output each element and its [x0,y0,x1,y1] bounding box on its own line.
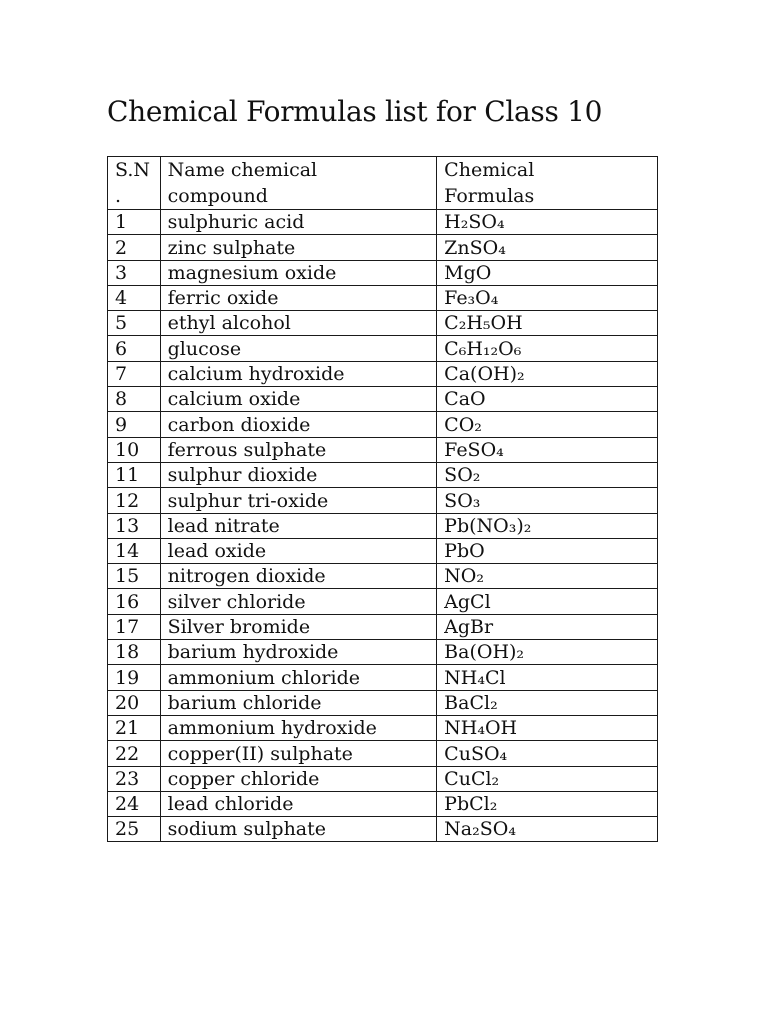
formula-cell: NH₄Cl [437,665,658,690]
compound-name-cell: lead chloride [160,791,437,816]
header-compound-name: Name chemical compound [160,157,437,210]
serial-number-cell: 25 [108,817,161,842]
table-row [108,715,658,740]
serial-number-cell: 5 [108,311,161,336]
formula-cell: Fe₃O₄ [437,285,658,310]
compound-name-cell: sulphur tri-oxide [160,488,437,513]
formula-cell: FeSO₄ [437,437,658,462]
compound-name-cell: sulphuric acid [160,210,437,235]
compound-name-cell: sulphur dioxide [160,462,437,487]
table-row [108,766,658,791]
table-row [108,690,658,715]
serial-number-cell: 10 [108,437,161,462]
serial-number-cell: 14 [108,538,161,563]
table-row [108,640,658,665]
compound-name-cell: lead nitrate [160,513,437,538]
table-row [108,614,658,639]
compound-name-cell: barium hydroxide [160,640,437,665]
formula-cell: Ba(OH)₂ [437,640,658,665]
serial-number-cell: 2 [108,235,161,260]
compound-name-cell: sodium sulphate [160,817,437,842]
table-row [108,513,658,538]
compound-name-cell: Silver bromide [160,614,437,639]
compound-name-cell: calcium oxide [160,387,437,412]
table-row [108,285,658,310]
formula-cell: Na₂SO₄ [437,817,658,842]
serial-number-cell: 15 [108,564,161,589]
formula-cell: C₆H₁₂O₆ [437,336,658,361]
table-header-row [108,157,658,210]
formula-cell: H₂SO₄ [437,210,658,235]
compound-name-cell: lead oxide [160,538,437,563]
compound-name-cell: copper(II) sulphate [160,741,437,766]
formula-cell: NH₄OH [437,715,658,740]
formula-cell: CaO [437,387,658,412]
formula-cell: PbO [437,538,658,563]
compound-name-cell: calcium hydroxide [160,361,437,386]
serial-number-cell: 24 [108,791,161,816]
table-row [108,387,658,412]
serial-number-cell: 1 [108,210,161,235]
table-row [108,538,658,563]
formula-cell: C₂H₅OH [437,311,658,336]
formula-cell: AgBr [437,614,658,639]
compound-name-cell: carbon dioxide [160,412,437,437]
serial-number-cell: 4 [108,285,161,310]
formula-cell: Ca(OH)₂ [437,361,658,386]
formula-cell: CuSO₄ [437,741,658,766]
serial-number-cell: 21 [108,715,161,740]
header-serial-number: S.N . [108,157,161,210]
compound-name-cell: nitrogen dioxide [160,564,437,589]
table-row [108,361,658,386]
serial-number-cell: 9 [108,412,161,437]
serial-number-cell: 20 [108,690,161,715]
table-row [108,437,658,462]
serial-number-cell: 19 [108,665,161,690]
compound-name-cell: glucose [160,336,437,361]
formula-cell: SO₃ [437,488,658,513]
table-row [108,817,658,842]
serial-number-cell: 22 [108,741,161,766]
formula-cell: CO₂ [437,412,658,437]
formula-cell: SO₂ [437,462,658,487]
serial-number-cell: 18 [108,640,161,665]
table-row [108,488,658,513]
table-body [108,210,658,842]
serial-number-cell: 23 [108,766,161,791]
header-chemical-formula: Chemical Formulas [437,157,658,210]
table-row [108,311,658,336]
compound-name-cell: ethyl alcohol [160,311,437,336]
serial-number-cell: 6 [108,336,161,361]
table-row [108,235,658,260]
formula-cell: ZnSO₄ [437,235,658,260]
formula-cell: MgO [437,260,658,285]
table-row [108,791,658,816]
formula-cell: NO₂ [437,564,658,589]
compound-name-cell: ammonium hydroxide [160,715,437,740]
table-row [108,564,658,589]
serial-number-cell: 3 [108,260,161,285]
compound-name-cell: copper chloride [160,766,437,791]
compound-name-cell: silver chloride [160,589,437,614]
table-row [108,462,658,487]
serial-number-cell: 7 [108,361,161,386]
compound-name-cell: ferrous sulphate [160,437,437,462]
page-title: Chemical Formulas list for Class 10 [107,95,603,128]
table-row [108,741,658,766]
formula-cell: AgCl [437,589,658,614]
table-row [108,589,658,614]
formula-cell: Pb(NO₃)₂ [437,513,658,538]
serial-number-cell: 16 [108,589,161,614]
table-row [108,260,658,285]
formula-cell: CuCl₂ [437,766,658,791]
formula-cell: PbCl₂ [437,791,658,816]
compound-name-cell: barium chloride [160,690,437,715]
compound-name-cell: ammonium chloride [160,665,437,690]
compound-name-cell: zinc sulphate [160,235,437,260]
table-row [108,210,658,235]
table-row [108,412,658,437]
serial-number-cell: 13 [108,513,161,538]
compound-name-cell: ferric oxide [160,285,437,310]
table-row [108,665,658,690]
table-row [108,336,658,361]
compound-name-cell: magnesium oxide [160,260,437,285]
serial-number-cell: 11 [108,462,161,487]
serial-number-cell: 8 [108,387,161,412]
formula-cell: BaCl₂ [437,690,658,715]
serial-number-cell: 17 [108,614,161,639]
serial-number-cell: 12 [108,488,161,513]
chemical-formulas-table [107,156,658,842]
